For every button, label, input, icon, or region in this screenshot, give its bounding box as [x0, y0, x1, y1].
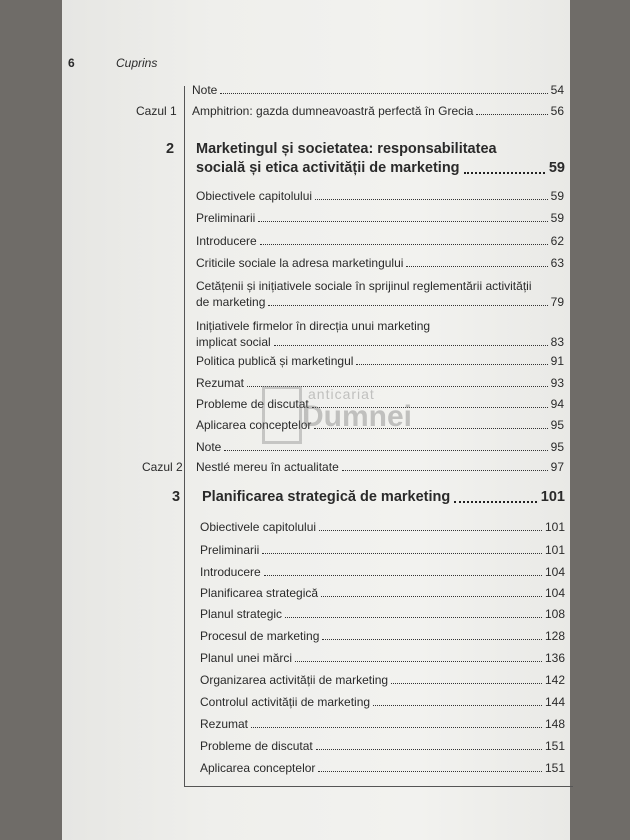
leader-dots — [356, 364, 547, 365]
toc-entry-label: Note — [196, 440, 222, 454]
leader-dots — [318, 771, 542, 772]
leader-dots — [295, 661, 542, 662]
chapter-title-line: Planificarea strategică de marketing — [202, 489, 451, 505]
toc-entry — [196, 211, 564, 225]
toc-entry-label: Organizarea activității de marketing — [200, 673, 389, 687]
toc-entry-label: Probleme de discutat — [200, 739, 313, 753]
leader-dots — [264, 575, 542, 576]
toc-entry-label: Rezumat — [196, 376, 245, 390]
toc-entry — [200, 761, 565, 775]
toc-entry-page: 151 — [544, 739, 565, 753]
leader-dots — [342, 470, 548, 471]
toc-entry-page: 128 — [544, 629, 565, 643]
toc-entry-label: Preliminarii — [200, 543, 260, 557]
toc-entry-page: 101 — [544, 543, 565, 557]
toc-entry-label: de marketing — [196, 295, 266, 309]
toc-entry-page: 79 — [550, 295, 564, 309]
toc-entry-page: 108 — [544, 607, 565, 621]
toc-entry-page: 91 — [550, 354, 564, 368]
toc-entry — [196, 318, 564, 350]
toc-entry-page: 63 — [550, 256, 564, 270]
chapter-number: 2 — [166, 141, 175, 157]
leader-dots — [322, 639, 542, 640]
leader-dots — [220, 93, 547, 94]
toc-entry — [196, 278, 564, 310]
toc-entry-label: Procesul de marketing — [200, 629, 320, 643]
toc-entry-page: 59 — [550, 189, 564, 203]
leader-dots — [262, 553, 542, 554]
toc-entry — [200, 607, 565, 621]
toc-entry-page: 83 — [550, 335, 564, 349]
toc-entry-label: Cetățenii și inițiativele sociale în sprijinul reglementării activității — [196, 279, 532, 293]
toc-entry-page: 94 — [550, 397, 564, 411]
toc-entry-page: 104 — [544, 565, 565, 579]
toc-entry-page: 54 — [550, 83, 564, 97]
chapter-number: 3 — [172, 489, 181, 505]
toc-entry-page: 93 — [550, 376, 564, 390]
toc-entry-label: Preliminarii — [196, 211, 256, 225]
chapter-page: 101 — [540, 489, 565, 505]
watermark-text: anticariat — [308, 386, 375, 402]
toc-entry-label: Rezumat — [200, 717, 249, 731]
toc-entry — [192, 83, 564, 97]
toc-entry-label: Planul unei mărci — [200, 651, 293, 665]
watermark-text: Dumnei — [302, 400, 413, 433]
toc-entry-label: Note — [192, 83, 218, 97]
page-number: 6 — [68, 56, 75, 70]
leader-dots — [391, 683, 542, 684]
leader-dots — [316, 749, 542, 750]
toc-entry — [196, 189, 564, 203]
toc-entry-page: 62 — [550, 234, 564, 248]
toc-entry-label: Obiectivele capitolului — [196, 189, 313, 203]
toc-entry-page: 95 — [550, 418, 564, 432]
leader-dots — [454, 501, 537, 503]
toc-entry-page: 151 — [544, 761, 565, 775]
leader-dots — [319, 530, 542, 531]
toc-entry-label: Controlul activității de marketing — [200, 695, 371, 709]
toc-entry-page: 101 — [544, 520, 565, 534]
toc-entry-label: Introducere — [196, 234, 257, 248]
toc-entry-label: Amphitrion: gazda dumneavoastră perfectă în Grecia — [192, 104, 474, 118]
toc-entry — [200, 629, 565, 643]
toc-entry-page: 104 — [544, 586, 565, 600]
toc-entry-page: 97 — [550, 460, 564, 474]
toc-entry-label: Obiectivele capitolului — [200, 520, 317, 534]
leader-dots — [285, 617, 542, 618]
case-label: Cazul 2 — [142, 460, 183, 474]
toc-entry-label: Politica publică și marketingul — [196, 354, 354, 368]
leader-dots — [373, 705, 542, 706]
toc-entry — [196, 256, 564, 270]
leader-dots — [258, 221, 547, 222]
toc-entry — [200, 673, 565, 687]
toc-entry — [200, 695, 565, 709]
toc-entry-page: 59 — [550, 211, 564, 225]
leader-dots — [251, 727, 542, 728]
toc-entry-label: Criticile sociale la adresa marketingului — [196, 256, 404, 270]
toc-entry-page: 95 — [550, 440, 564, 454]
toc-entry-page: 56 — [550, 104, 564, 118]
chapter-page: 59 — [548, 160, 565, 176]
toc-entry — [200, 739, 565, 753]
chapter-heading — [166, 140, 565, 178]
leader-dots — [268, 305, 547, 306]
leader-dots — [274, 345, 548, 346]
leader-dots — [224, 450, 547, 451]
toc-entry-page: 142 — [544, 673, 565, 687]
toc-entry — [200, 543, 565, 557]
toc-entry — [200, 717, 565, 731]
toc-entry-page: 136 — [544, 651, 565, 665]
toc-entry-label: Planul strategic — [200, 607, 283, 621]
chapter-title-line: socială și etica activității de marketing — [196, 160, 460, 176]
toc-entry-label: Probleme de discutat — [196, 397, 309, 411]
toc-entry-label: Aplicarea conceptelor — [200, 761, 316, 775]
toc-entry-page: 148 — [544, 717, 565, 731]
chapter-title-line: Marketingul și societatea: responsabilitatea — [196, 141, 497, 157]
toc-entry-label: implicat social — [196, 335, 271, 349]
chapter-heading — [172, 488, 565, 507]
toc-entry — [200, 651, 565, 665]
toc-entry-label: Planificarea strategică — [200, 586, 319, 600]
leader-dots — [260, 244, 548, 245]
toc-entry — [200, 565, 565, 579]
toc-entry — [200, 586, 565, 600]
leader-dots — [476, 114, 547, 115]
toc-entry-label: Inițiativele firmelor în direcția unui marketing — [196, 319, 431, 333]
toc-entry-page: 144 — [544, 695, 565, 709]
toc-entry — [196, 460, 564, 474]
case-label: Cazul 1 — [136, 104, 177, 118]
leader-dots — [406, 266, 547, 267]
leader-dots — [464, 172, 545, 174]
toc-entry — [192, 104, 564, 118]
toc-entry-label: Nestlé mereu în actualitate — [196, 460, 339, 474]
running-title: Cuprins — [116, 56, 158, 70]
leader-dots — [315, 199, 548, 200]
toc-entry-label: Aplicarea conceptelor — [196, 418, 312, 432]
leader-dots — [321, 596, 542, 597]
watermark-logo-icon — [262, 386, 302, 444]
toc-entry — [196, 234, 564, 248]
watermark-stamp — [262, 386, 442, 446]
toc-entry — [200, 520, 565, 534]
toc-entry-label: Introducere — [200, 565, 261, 579]
toc-entry — [196, 354, 564, 368]
